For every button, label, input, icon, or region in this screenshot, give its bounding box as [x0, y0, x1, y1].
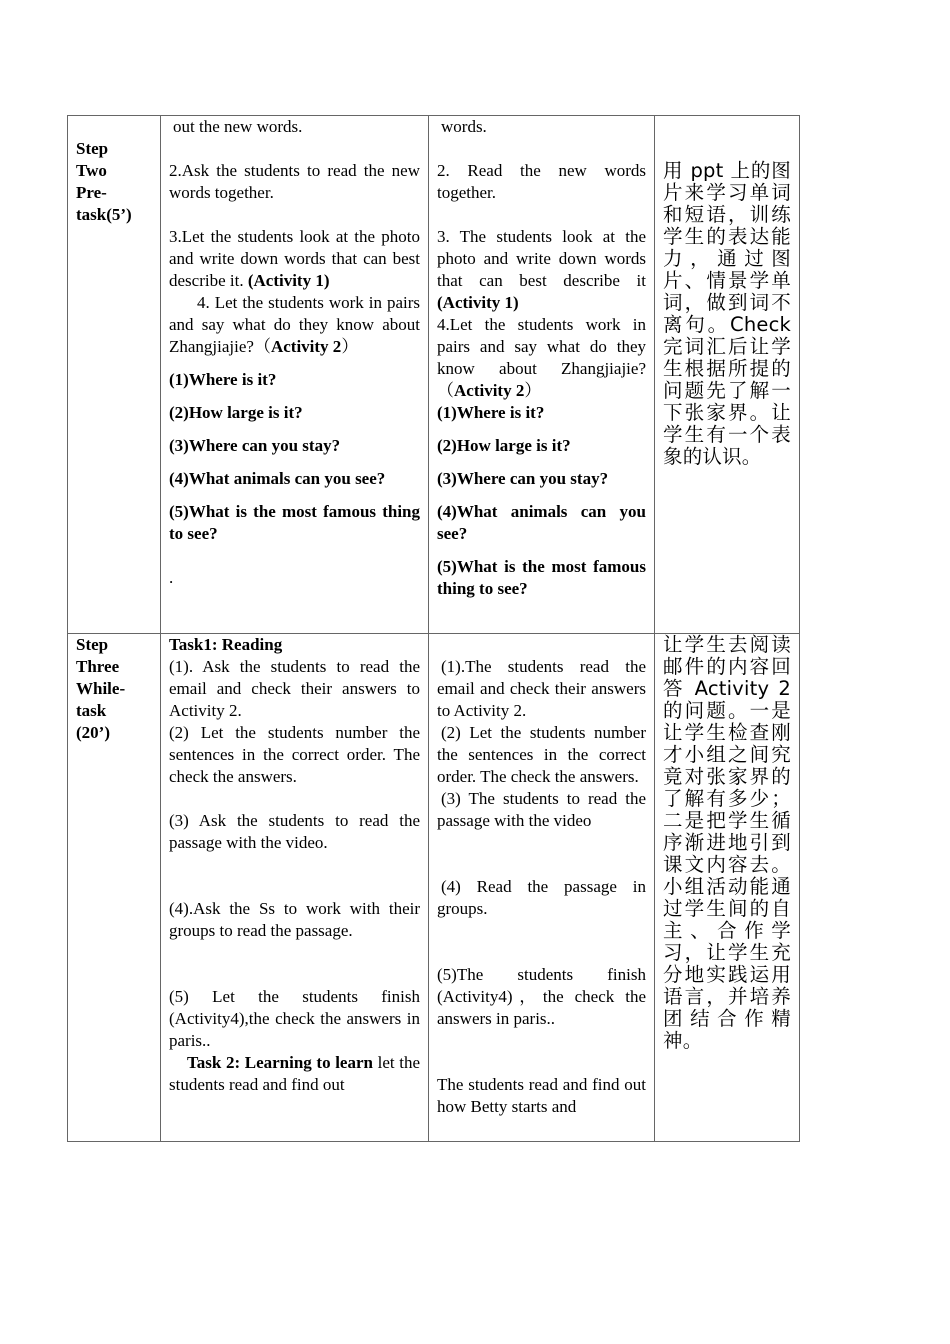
- question-line: (1)Where is it?: [169, 370, 277, 389]
- student-text-line: words.: [441, 117, 487, 136]
- step-label-line: Pre-: [76, 183, 107, 202]
- student-paragraph: (1).The students read the email and check their answers to Activity 2.: [437, 657, 646, 720]
- lesson-plan-table: [67, 115, 800, 1142]
- step-label-line: Step: [76, 139, 109, 158]
- teacher-activity-cell: [161, 634, 429, 1142]
- table-row-step-two: [68, 116, 800, 634]
- student-activity-cell: [429, 634, 655, 1142]
- teacher-paragraph: (1). Ask the students to read the email and check their answers to Activity 2.: [169, 657, 420, 720]
- teacher-text-line: out the new words.: [173, 117, 303, 136]
- question-line: (3)Where can you stay?: [437, 469, 609, 488]
- student-paragraph: The students read and find out how Betty starts and: [437, 1075, 646, 1116]
- step-label-line: Three: [76, 657, 120, 676]
- teacher-paragraph: 2.Ask the students to read the new words together.: [169, 161, 420, 202]
- step-label-line: (20’): [76, 723, 110, 742]
- design-note-cell: [655, 634, 800, 1142]
- trailing-dot: .: [169, 568, 174, 587]
- teacher-paragraph: (3) Ask the students to read the passage with the video.: [169, 811, 420, 852]
- question-line: (1)Where is it?: [437, 403, 545, 422]
- student-paragraph: (5)The students finish (Activity4)，the check the answers in paris..: [437, 965, 646, 1028]
- student-paragraph: 3. The students look at the photo and write down words that can best describe it (Activity 1): [437, 227, 646, 312]
- table-row-step-three: [68, 634, 800, 1142]
- teacher-activity-cell: [161, 116, 429, 634]
- student-paragraph: 2. Read the new words together.: [437, 161, 646, 202]
- teacher-paragraph: (4).Ask the Ss to work with their groups to read the passage.: [169, 899, 420, 940]
- student-activity-cell: [429, 116, 655, 634]
- teacher-paragraph: (5) Let the students finish (Activity4),the check the answers in paris..: [169, 987, 420, 1050]
- teacher-paragraph: 3.Let the students look at the photo and write down words that can best describe it. (Activity 1): [169, 227, 420, 290]
- step-label-cell: [68, 116, 161, 634]
- question-line: (5)What is the most famous thing to see?: [437, 557, 646, 598]
- step-label-line: task: [76, 701, 107, 720]
- step-label-line: Two: [76, 161, 107, 180]
- task-heading: Task1: Reading: [169, 635, 283, 654]
- step-label-line: Step: [76, 635, 109, 654]
- question-line: (4)What animals can you see?: [169, 469, 386, 488]
- question-line: (3)Where can you stay?: [169, 436, 341, 455]
- student-paragraph: (4) Read the passage in groups.: [437, 877, 646, 918]
- design-note-cell: [655, 116, 800, 634]
- step-label-line: task(5’): [76, 205, 132, 224]
- question-line: (5)What is the most famous thing to see?: [169, 502, 420, 543]
- question-line: (2)How large is it?: [169, 403, 303, 422]
- step-label-line: While-: [76, 679, 126, 698]
- student-paragraph: 4.Let the students work in pairs and say what do they know about Zhangjiajie?（Activity 2）: [437, 315, 646, 400]
- question-line: (4)What animals can you see?: [437, 502, 646, 543]
- teacher-paragraph: Task 2: Learning to learn let the students read and find out: [169, 1053, 420, 1094]
- question-line: (2)How large is it?: [437, 436, 571, 455]
- design-note-text: 用 ppt 上的图片来学习单词和短语，训练学生的表达能力，通过图片、情景学单词，做到词不离句。Check 完词汇后让学生根据所提的问题先了解一下张家界。让学生有一个表象的认识。: [663, 159, 791, 468]
- step-label-cell: [68, 634, 161, 1142]
- student-paragraph: (3) The students to read the passage with the video: [437, 789, 646, 830]
- student-paragraph: (2) Let the students number the sentences in the correct order. The check the answers.: [437, 723, 646, 786]
- teacher-paragraph: 4. Let the students work in pairs and say what do they know about Zhangjiajie?（Activity 2）: [169, 293, 420, 356]
- design-note-text: 让学生去阅读邮件的内容回答 Activity 2 的问题。一是让学生检查刚才小组之间究竟对张家界的了解有多少；二是把学生循序渐进地引到课文内容去。小组活动能通过学生间的自主、合作学习，让学生充分地实践运用语言，并培养团结合作精神。: [663, 633, 791, 1052]
- teacher-paragraph: (2) Let the students number the sentences in the correct order. The check the answers.: [169, 723, 420, 786]
